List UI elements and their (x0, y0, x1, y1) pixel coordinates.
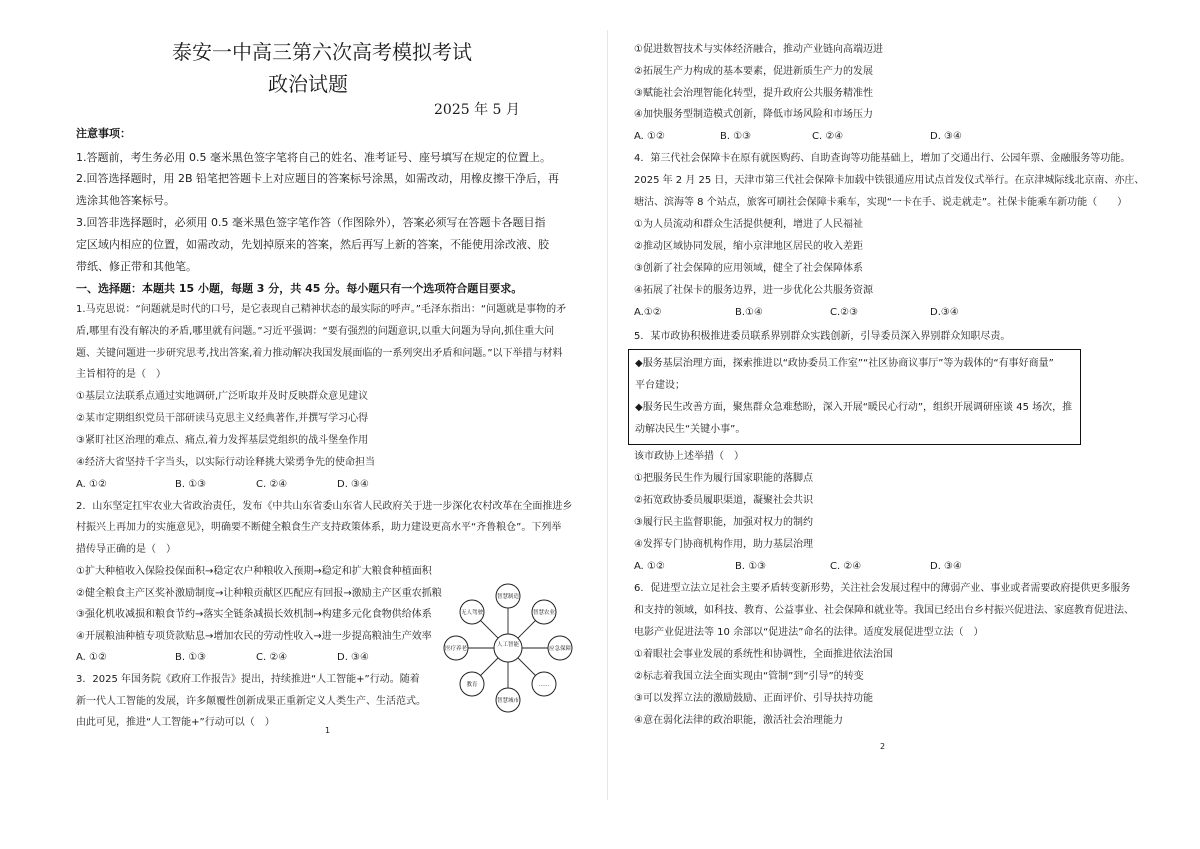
q2-option: ②健全粮食主产区奖补激励制度→让种粮贡献区匹配应有回报→激励主产区重农抓粮 (76, 588, 442, 599)
q5-choice-b: B. ①③ (735, 561, 767, 572)
q4-option: ③创新了社会保障的应用领域，健全了社会保障体系 (634, 263, 863, 274)
diagram-node-label: 智慧制造 (496, 594, 520, 600)
q1-stem: 主旨相符的是（ ） (76, 369, 166, 380)
q4-choice-d: D.③④ (930, 307, 959, 318)
notice-line: 选涂其他答案标号。 (76, 194, 175, 207)
q5-option: ①把服务民生作为履行国家职能的落脚点 (634, 473, 813, 484)
q5-box-line: 动解决民生“关键小事”。 (635, 424, 746, 435)
q2-stem: 措传导正确的是（ ） (76, 544, 176, 555)
q3-choice-a: A. ①② (634, 131, 665, 142)
q2-option: ①扩大种植收入保险投保面积→稳定农户种粮收入预期→稳定和扩大粮食种植面积 (76, 566, 432, 577)
q3-stem: 新一代人工智能的发展，许多颠覆性创新成果正重新定义人类生产、生活范式。 (76, 696, 426, 707)
q2-option: ④开展粮油种植专项贷款贴息→增加农民的劳动性收入→进一步提高粮油生产效率 (76, 631, 432, 642)
q1-option: ②某市定期组织党员干部研读马克思主义经典著作,并撰写学习心得 (76, 413, 369, 424)
q2-choice-b: B. ①③ (175, 652, 207, 663)
q6-option: ③可以发挥立法的激励鼓励、正面评价、引导扶持功能 (634, 693, 873, 704)
exam-title: 泰安一中高三第六次高考模拟考试 (172, 40, 472, 64)
q4-choice-a: A.①② (634, 307, 662, 318)
q1-stem: 题、关键问题进一步研究思考,找出答案,着力推动解决我国发展面临的一系列突出矛盾和问题。”以下举措与材料 (76, 348, 563, 359)
diagram-center-node (494, 634, 522, 662)
q5-stem: 5．某市政协积极推进委员联系界别群众实践创新，引导委员深入界别群众知职尽责。 (634, 331, 1011, 342)
q5-choice-a: A. ①② (634, 561, 665, 572)
q1-stem: 1.马克思说：“问题就是时代的口号，是它表现自己精神状态的最实际的呼声。”毛泽东指出：“问题就是事物的矛 (76, 304, 567, 315)
notice-line: 带纸、修正带和其他笔。 (76, 260, 197, 273)
q2-choice-c: C. ②④ (256, 652, 288, 663)
q5-lead: 该市政协上述举措（ ） (634, 451, 744, 462)
q3-option: ④加快服务型制造模式创新，降低市场风险和市场压力 (634, 109, 873, 120)
q1-choice-b: B. ①③ (175, 479, 207, 490)
q5-box-line: 平台建设； (635, 380, 685, 391)
page-number-right: 2 (880, 742, 886, 751)
notice-line: 1.答题前，考生务必用 0.5 毫米黑色签字笔将自己的姓名、准考证号、座号填写在规定的位置上。 (76, 151, 551, 164)
q3-choice-d: D. ③④ (930, 131, 962, 142)
page-number-left: 1 (325, 726, 331, 735)
q2-choice-d: D. ③④ (337, 652, 369, 663)
q5-choice-d: D. ③④ (930, 561, 962, 572)
q5-option: ③履行民主监督职能，加强对权力的制约 (634, 517, 813, 528)
q4-option: ②推动区域协同发展，缩小京津地区居民的收入差距 (634, 241, 863, 252)
subject-title: 政治试题 (268, 72, 348, 96)
q3-choice-c: C. ②④ (812, 131, 844, 142)
diagram-node-label: 教育 (466, 682, 478, 688)
notice-line: 3.回答非选择题时，必须用 0.5 毫米黑色签字笔作答（作图除外），答案必须写在答题卡各题目指 (76, 216, 546, 229)
q1-stem: 盾,哪里有没有解决的矛盾,哪里就有问题。”习近平强调：“要有强烈的问题意识,以重大问题为导向,抓住重大问 (76, 326, 555, 337)
q4-option: ①为人员流动和群众生活提供便利，增进了人民福祉 (634, 219, 863, 230)
q4-stem: 2025 年 2 月 25 日，天津市第三代社会保障卡加载中铁银通应用试点首发仪式举行。在京津城际线北京南、亦庄、 (634, 175, 1145, 186)
q6-option: ②标志着我国立法全面实现由“管制”到“引导”的转变 (634, 671, 864, 682)
diagram-node-label: 智慧农业 (532, 610, 556, 616)
q6-stem: 6．促进型立法立足社会主要矛盾转变新形势，关注社会发展过程中的薄弱产业、事业或者需要政府提供更多服务 (634, 583, 1131, 594)
q4-stem: 4．第三代社会保障卡在原有就医购药、自助查询等功能基础上，增加了交通出行、公园年票、金融服务等功能。 (634, 153, 1131, 164)
q4-option: ④拓展了社保卡的服务边界，进一步优化公共服务资源 (634, 285, 873, 296)
q3-option: ③赋能社会治理智能化转型，提升政府公共服务精准性 (634, 88, 873, 99)
q6-stem: 电影产业促进法等 10 余部以“促进法”命名的法律。适度发展促进型立法（ ） (634, 627, 984, 638)
q1-choice-c: C. ②④ (256, 479, 288, 490)
q1-option: ④经济大省坚持千字当头，以实际行动诠释挑大梁勇争先的使命担当 (76, 457, 375, 468)
diagram-node-label: 无人驾驶 (460, 610, 484, 616)
q5-option: ②拓宽政协委员履职渠道，凝聚社会共识 (634, 495, 813, 506)
diagram-node-label: 应急保障 (548, 646, 572, 652)
q5-choice-c: C. ②④ (830, 561, 862, 572)
notice-line: 定区域内相应的位置，如需改动，先划掉原来的答案，然后再写上新的答案，不能使用涂改液、胶 (76, 238, 549, 251)
page-divider (607, 30, 608, 800)
q2-option: ③强化机收减损和粮食节约→落实全链条减损长效机制→构建多元化食物供给体系 (76, 609, 432, 620)
q1-choice-a: A. ①② (76, 479, 107, 490)
q1-option: ③紧盯社区治理的难点、痛点,着力发挥基层党组织的战斗堡垒作用 (76, 435, 369, 446)
q6-option: ④意在弱化法律的政治职能，激活社会治理能力 (634, 715, 843, 726)
q4-choice-c: C.②③ (830, 307, 859, 318)
q1-option: ①基层立法联系点通过实地调研,广泛听取并及时反映群众意见建议 (76, 391, 369, 402)
diagram-node-label: …… (538, 682, 550, 688)
q3-option: ②拓展生产力构成的基本要素，促进新质生产力的发展 (634, 66, 873, 77)
diagram-node-label: 医疗养老 (444, 646, 468, 652)
q6-option: ①着眼社会事业发展的系统性和协调性，全面推进依法治国 (634, 649, 893, 660)
q4-stem: 塘沽、滨海等 8 个站点，旅客可刷社会保障卡乘车，实现“一卡在手、说走就走”。社保卡能乘车新功能（ ） (634, 197, 1128, 208)
q2-choice-a: A. ①② (76, 652, 107, 663)
q4-choice-b: B.①④ (735, 307, 763, 318)
q3-stem: 3．2025 年国务院《政府工作报告》提出，持续推进“人工智能+”行动。随着 (76, 674, 420, 685)
q3-choice-b: B. ①③ (720, 131, 752, 142)
q5-box-line: ◆服务基层治理方面，探索推进以“政协委员工作室”“社区协商议事厅”等为载体的“有事好商量” (635, 358, 1054, 369)
q3-stem: 由此可见，推进“人工智能+”行动可以（ ） (76, 717, 275, 728)
q5-option: ④发挥专门协商机构作用，助力基层治理 (634, 539, 813, 550)
notice-line: 2.回答选择题时，用 2B 铅笔把答题卡上对应题目的答案标号涂黑，如需改动，用橡皮擦干净后，再 (76, 172, 560, 185)
diagram-center-label: 人工智能 (496, 642, 520, 648)
section-heading: 一、选择题：本题共 15 小题，每题 3 分，共 45 分。每小题只有一个选项符合题目要求。 (76, 282, 523, 295)
q3-option: ①促进数智技术与实体经济融合，推动产业链向高端迈进 (634, 44, 883, 55)
notice-heading: 注意事项： (76, 127, 131, 140)
q5-box-line: ◆服务民生改善方面，聚焦群众急难愁盼，深入开展“暖民心行动”，组织开展调研座谈 45 场次，推 (635, 402, 1073, 413)
diagram-node-label: 智慧城市 (496, 698, 520, 704)
exam-date: 2025 年 5 月 (434, 102, 520, 118)
ai-application-diagram (438, 578, 578, 718)
q2-stem: 村振兴上再加力的实施意见》，明确要不断健全粮食生产支持政策体系，助力建设更高水平“齐鲁粮仓”。下列举 (76, 522, 562, 533)
q1-choice-d: D. ③④ (337, 479, 369, 490)
q6-stem: 和支持的领域，如科技、教育、公益事业、社会保障和就业等。我国已经出台乡村振兴促进法、家庭教育促进法、 (634, 605, 1134, 616)
q2-stem: 2．山东坚定扛牢农业大省政治责任，发布《中共山东省委山东省人民政府关于进一步深化农村改革在全面推进乡 (76, 501, 573, 512)
